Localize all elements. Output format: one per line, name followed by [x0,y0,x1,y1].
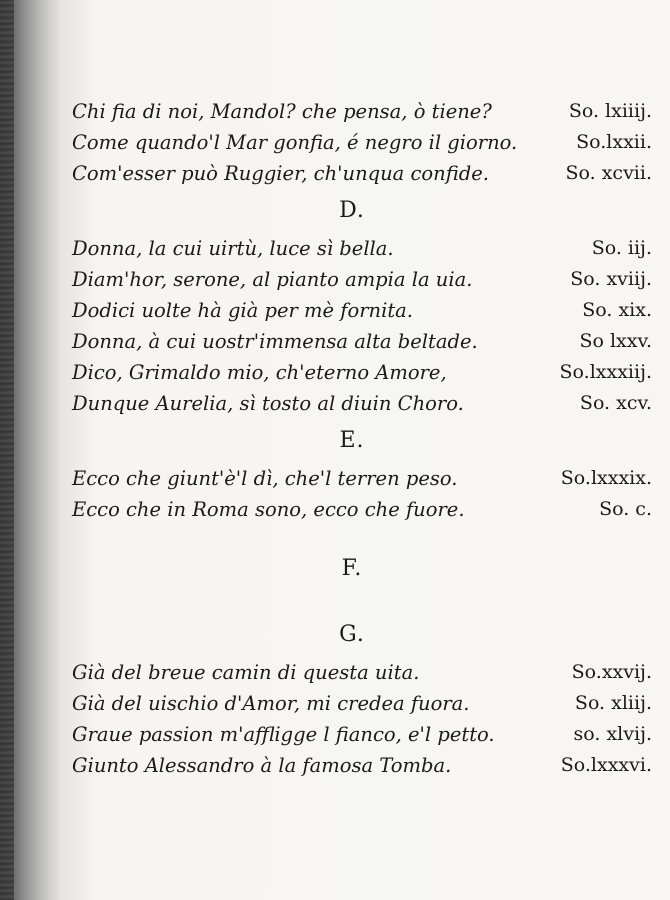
entry-sonnet-number: So. xliij. [574,692,652,714]
index-entry [72,264,652,295]
section-letter: E. [339,428,365,453]
index-entry [72,127,652,158]
entry-sonnet-number: So lxxv. [579,330,652,352]
entry-sonnet-number: So. xcv. [579,392,652,414]
index-entry [72,357,652,388]
entry-first-line: Dodici uolte hà già per mè fornita. [72,299,413,322]
entry-sonnet-number: So.lxxii. [576,131,652,153]
entry-first-line: Già del breue camin di questa uita. [72,661,420,684]
entry-sonnet-number: So. lxiiij. [568,100,652,122]
index-entry [72,688,652,719]
index-section-g [72,613,652,781]
entry-sonnet-number: so. xlvij. [573,723,652,745]
index-entry [72,750,652,781]
index-entry [72,295,652,326]
index-section-e [72,419,652,525]
index-section-d [72,189,652,419]
entry-sonnet-number: So.lxxxiij. [559,361,652,383]
index-section-c [72,96,652,189]
index-entry [72,326,652,357]
index-entry [72,719,652,750]
entry-sonnet-number: So.lxxxix. [560,467,652,489]
entry-sonnet-number: So.xxvij. [571,661,652,683]
entry-first-line: Graue passion m'affligge l fianco, e'l petto. [72,723,495,746]
entry-sonnet-number: So. xix. [582,299,652,321]
section-letter: F. [341,556,363,581]
page-edges [0,0,14,900]
entry-sonnet-number: So. xcvii. [565,162,652,184]
entry-first-line: Diam'hor, serone, al pianto ampia la uia. [72,268,473,291]
sonnet-index [72,96,652,781]
index-entry [72,463,652,494]
entry-sonnet-number: So. iij. [591,237,652,259]
index-entry [72,657,652,688]
spacer [72,525,652,547]
entry-first-line: Ecco che in Roma sono, ecco che fuore. [72,498,465,521]
entry-first-line: Donna, la cui uirtù, luce sì bella. [72,237,394,260]
index-entry [72,96,652,127]
index-entry [72,388,652,419]
entry-sonnet-number: So.lxxxvi. [560,754,652,776]
index-entry [72,494,652,525]
index-entry [72,233,652,264]
entry-first-line: Ecco che giunt'è'l dì, che'l terren peso. [72,467,458,490]
section-letter: G. [339,622,365,647]
entry-first-line: Chi fia di noi, Mandol? che pensa, ò tiene? [72,100,492,123]
entry-first-line: Già del uischio d'Amor, mi credea fuora. [72,692,470,715]
spacer [72,591,652,613]
index-entry [72,158,652,189]
index-section-f [72,547,652,591]
entry-first-line: Come quando'l Mar gonfia, é negro il giorno. [72,131,518,154]
entry-first-line: Donna, à cui uostr'immensa alta beltade. [72,330,478,353]
entry-sonnet-number: So. xviij. [570,268,652,290]
entry-first-line: Dunque Aurelia, sì tosto al diuin Choro. [72,392,464,415]
section-letter: D. [339,198,365,223]
entry-sonnet-number: So. c. [599,498,652,520]
entry-first-line: Giunto Alessandro à la famosa Tomba. [72,754,452,777]
entry-first-line: Com'esser può Ruggier, ch'unqua confide. [72,162,489,185]
entry-first-line: Dico, Grimaldo mio, ch'eterno Amore, [72,361,447,384]
